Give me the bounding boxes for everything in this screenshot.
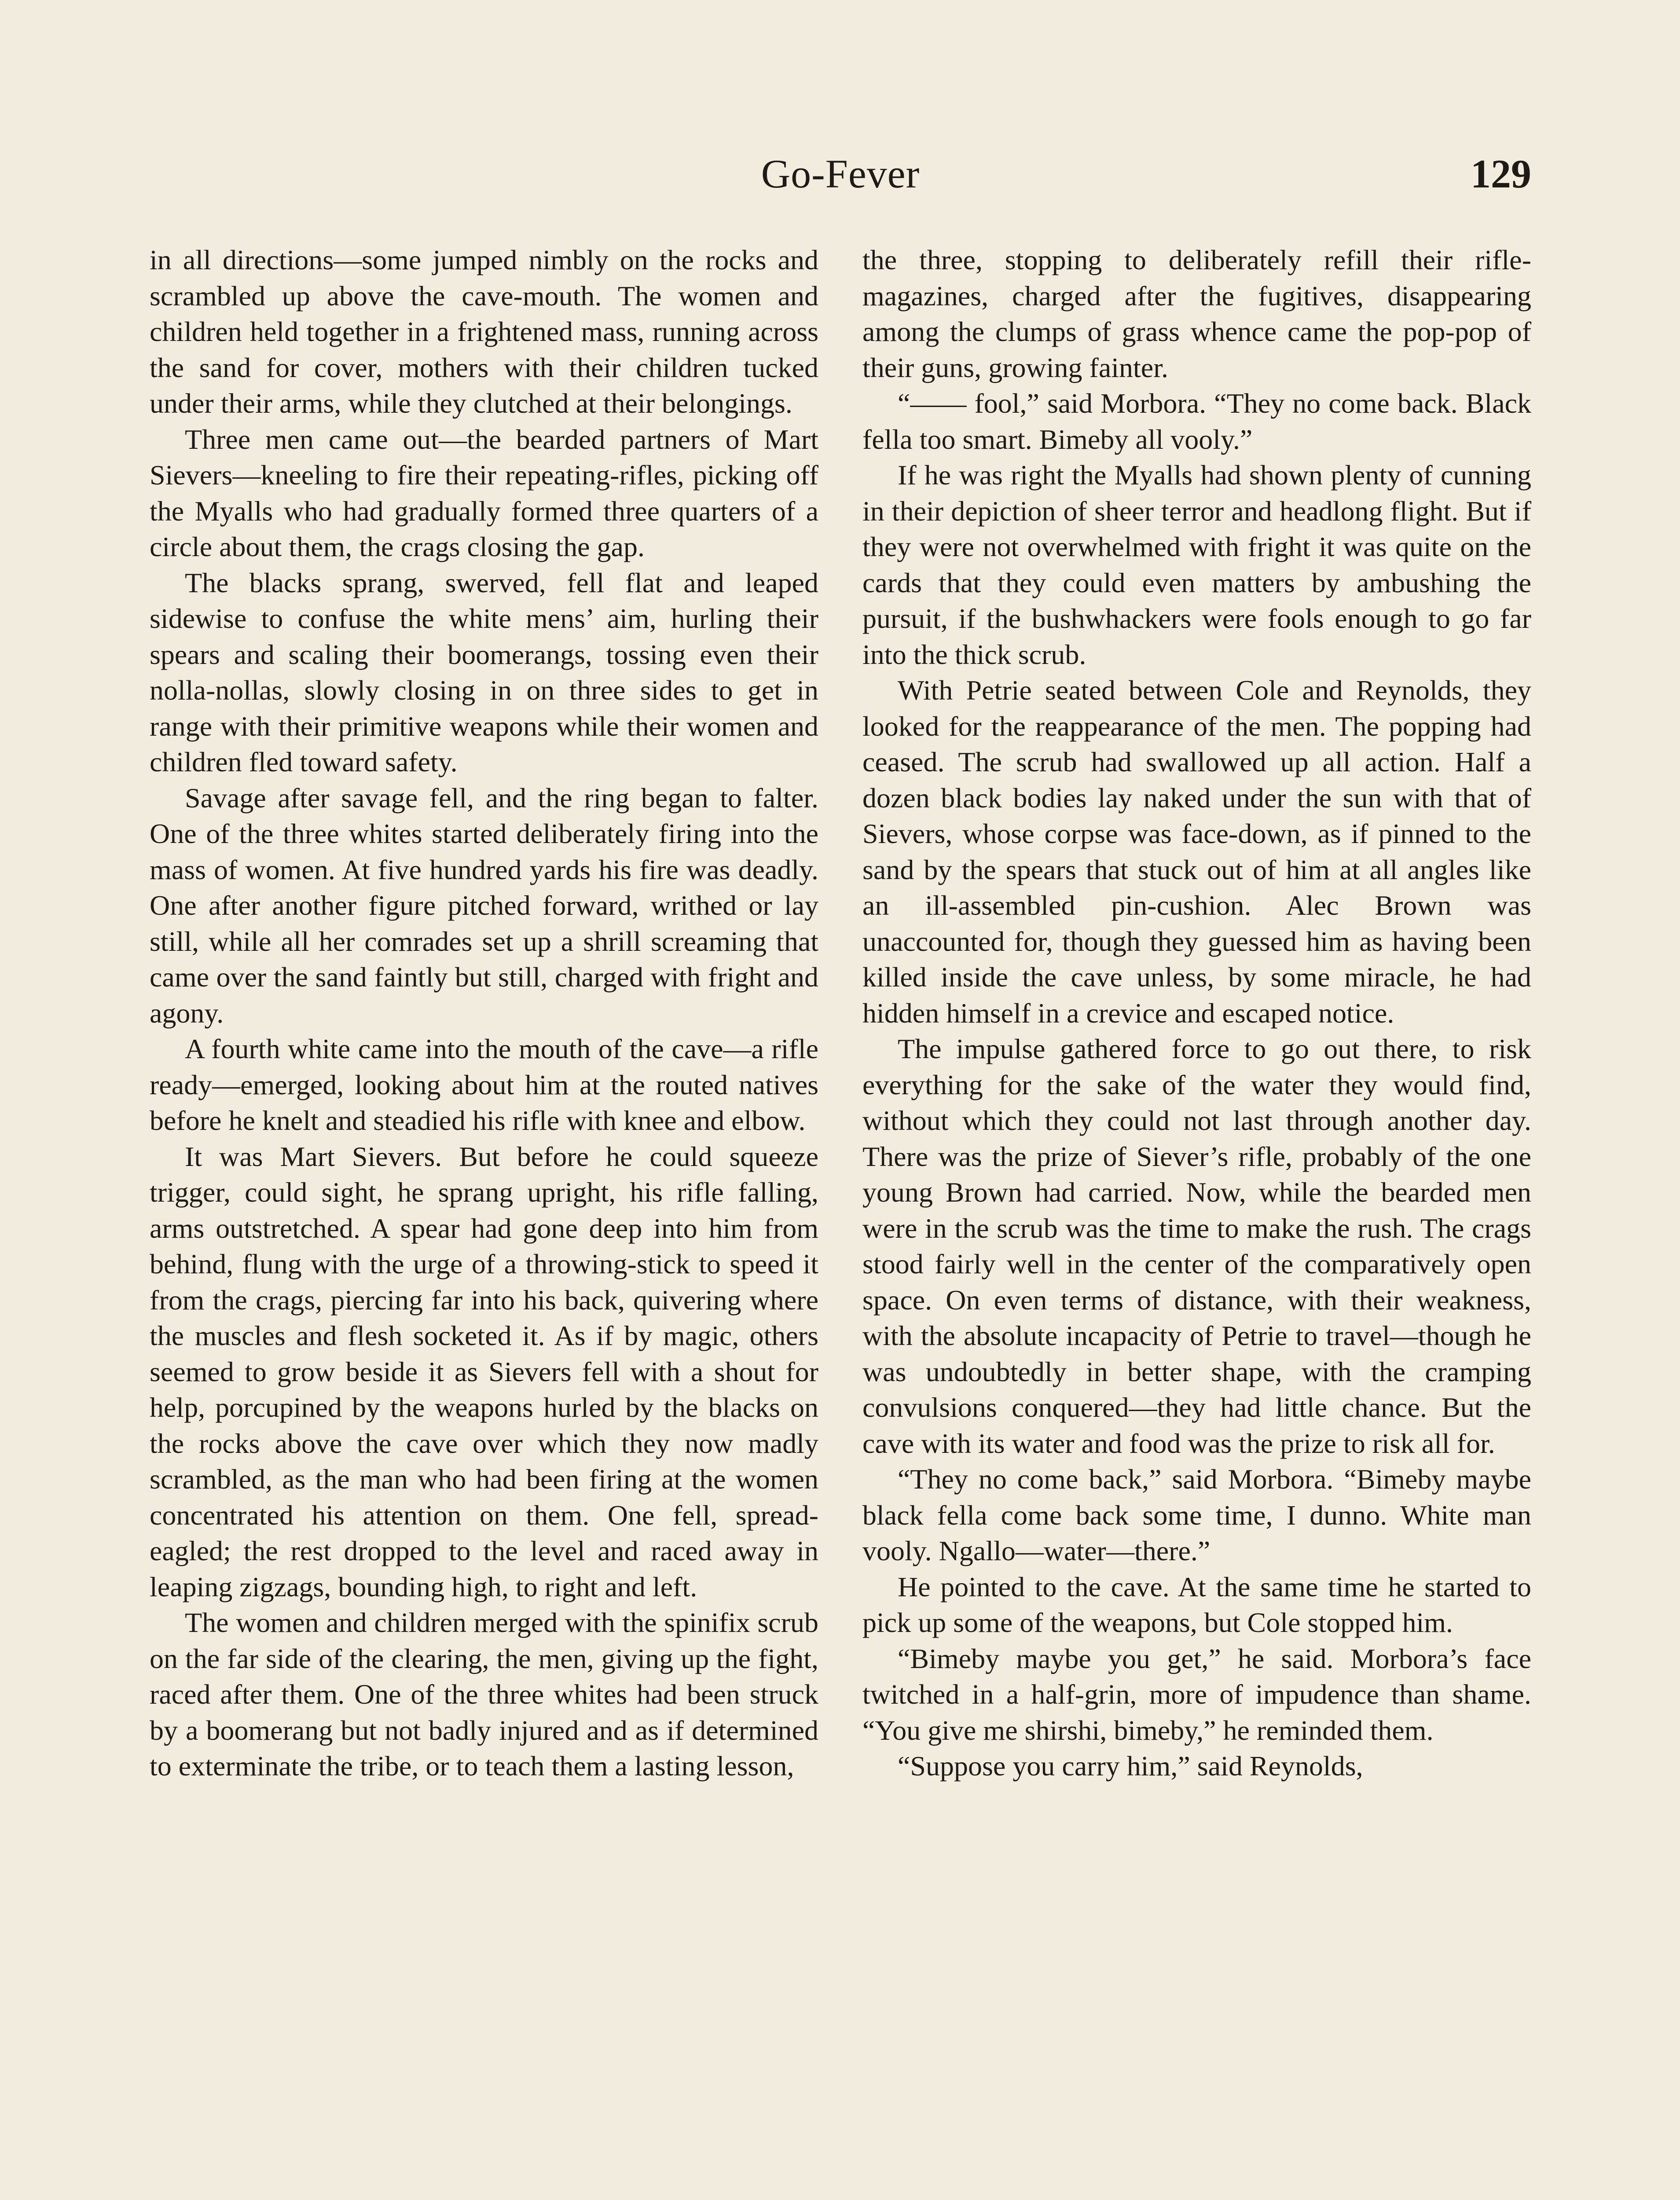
paragraph: Savage after savage fell, and the ring began to falter. One of the three whites started deliberately firing into the mass of women. At five hundred yards his fire was deadly. One after another figure pitched forward, writhed or lay still, while all her comrades set up a shrill screaming that came over the sand faintly but still, charged with fright and agony. xyxy=(150,782,818,1029)
paragraph: “Bimeby maybe you get,” he said. Morbora’s face twitched in a half-grin, more of impudence than shame. “You give me shirshi, bimeby,” he reminded them. xyxy=(862,1643,1531,1746)
paragraph: “They no come back,” said Morbora. “Bimeby maybe black fella come back some time, I dunno. White man vooly. Ngallo—water—there.” xyxy=(862,1463,1531,1566)
paragraph: The women and children merged with the spinifix scrub on the far side of the clearing, the men, giving up the fight, raced after them. One of the three whites had been struck by a boomerang but not badly injured and as if determined to exterminate the tribe, or to teach them a lasting lesson, xyxy=(150,1607,818,1782)
paragraph: in all directions—some jumped nimbly on the rocks and scrambled up above the cave-mouth. The women and children held together in a frightened mass, running across the sand for cover, mothers with their children tucked under their arms, while they clutched at their belongings. xyxy=(150,244,818,419)
paragraph: The impulse gathered force to go out there, to risk everything for the sake of the water they would find, without which they could not last through another day. There was the prize of Siever’s rifle, probably of the one young Brown had carried. Now, while the bearded men were in the scrub was the time to make the rush. The crags stood fairly well in the center of the comparatively open space. On even terms of distance, with their weakness, with the absolute incapacity of Petrie to travel—though he was undoubtedly in better shape, with the cramping convulsions conquered—they had little chance. But the cave with its water and food was the prize to risk all for. xyxy=(862,1033,1531,1459)
running-title: Go-Fever xyxy=(761,151,920,196)
paragraph: He pointed to the cave. At the same time he started to pick up some of the weapons, but Cole stopped him. xyxy=(862,1571,1531,1638)
paragraph: the three, stopping to deliberately refill their rifle-magazines, charged after the fugitives, disappearing among the clumps of grass whence came the pop-pop of their guns, growing fainter. xyxy=(862,244,1531,383)
paragraph: “Suppose you carry him,” said Reynolds, xyxy=(898,1750,1363,1782)
paragraph: “—— fool,” said Morbora. “They no come back. Black fella too smart. Bimeby all vooly.” xyxy=(862,388,1531,455)
left-column xyxy=(150,242,818,1784)
paragraph: The blacks sprang, swerved, fell flat and leaped sidewise to confuse the white mens’ aim, hurling their spears and scaling their boomerangs, tossing even their nolla-nollas, slowly closing in on three sides to get in range with their primitive weapons while their women and children fled toward safety. xyxy=(150,567,818,777)
right-column xyxy=(862,242,1531,1784)
page-number: 129 xyxy=(1471,151,1531,196)
page-header xyxy=(150,145,1531,207)
paragraph: It was Mart Sievers. But before he could squeeze trigger, could sight, he sprang upright, his rifle falling, arms outstretched. A spear had gone deep into him from behind, flung with the urge of a throwing-stick to speed it from the crags, piercing far into his back, quivering where the muscles and flesh socketed it. As if by magic, others seemed to grow beside it as Sievers fell with a shout for help, porcupined by the weapons hurled by the blacks on the rocks above the cave over which they now madly scrambled, as the man who had been firing at the women concentrated his attention on them. One fell, spread-eagled; the rest dropped to the level and raced away in leaping zigzags, bounding high, to right and left. xyxy=(150,1140,818,1602)
paragraph: With Petrie seated between Cole and Reynolds, they looked for the reappearance of the men. The popping had ceased. The scrub had swallowed up all action. Half a dozen black bodies lay naked under the sun with that of Sievers, whose corpse was face-down, as if pinned to the sand by the spears that stuck out of him at all angles like an ill-assembled pin-cushion. Alec Brown was unaccounted for, though they guessed him as having been killed inside the cave unless, by some miracle, he had hidden himself in a crevice and escaped notice. xyxy=(862,675,1531,1029)
paragraph: Three men came out—the bearded partners of Mart Sievers—kneeling to fire their repeating-rifles, picking off the Myalls who had gradually formed three quarters of a circle about them, the crags closing the gap. xyxy=(150,423,818,562)
paragraph: A fourth white came into the mouth of the cave—a rifle ready—emerged, looking about him at the routed natives before he knelt and steadied his rifle with knee and elbow. xyxy=(150,1033,818,1136)
paragraph: If he was right the Myalls had shown plenty of cunning in their depiction of sheer terror and headlong flight. But if they were not overwhelmed with fright it was quite on the cards that they could even matters by ambushing the pursuit, if the bushwhackers were fools enough to go far into the thick scrub. xyxy=(862,459,1531,670)
